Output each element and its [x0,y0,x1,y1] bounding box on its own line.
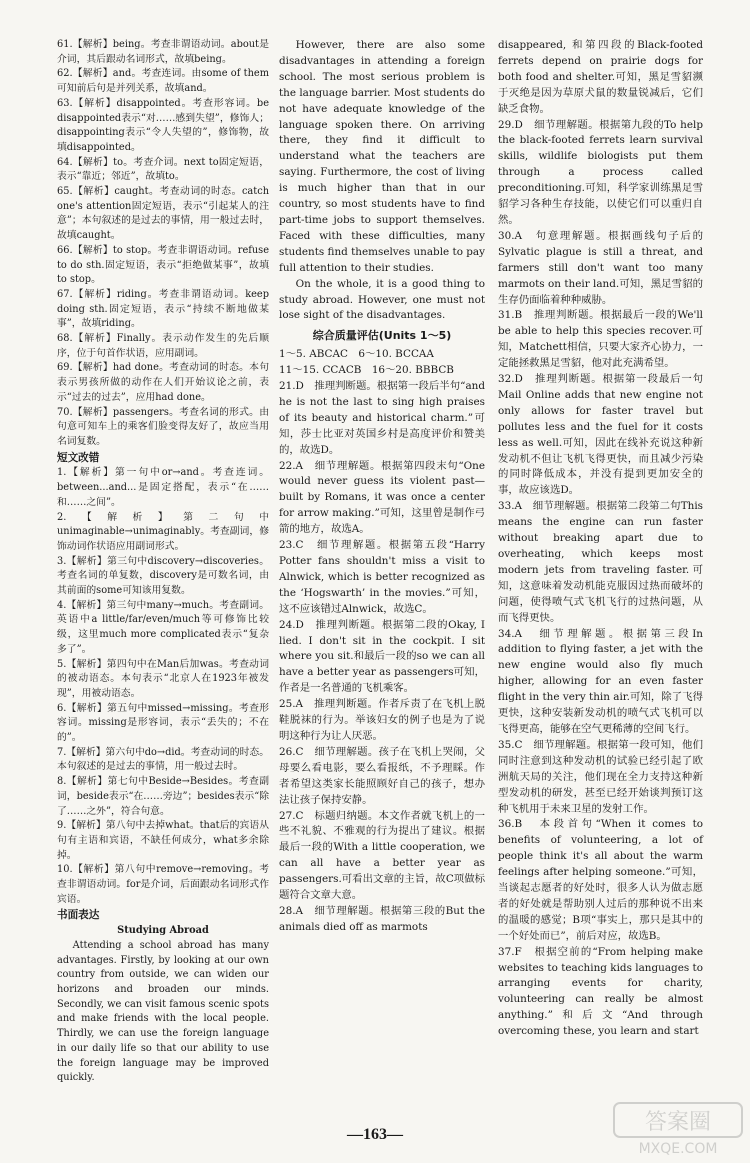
answer-key-line: 1～5. ABCAC 6～10. BCCAA [279,348,434,361]
left-column [57,38,269,1086]
watermark-logo [612,1099,744,1159]
explanation-item: 21.D 推理判断题。根据第一段后半句“and he is not the last to sing high praises of its beauty and historical charm.”可知，莎士比亚对英国乡村是高度评价和赞美的，故选D。 [279,380,485,456]
explanation-item: 37.F 根据空前的“From helping make websites to teaching kids languages to arranging events for charity, volunteering can really be almost anything.”和后文“And through overcoming these, you learn and start [498,945,703,1038]
correction-item: 6.【解析】第五句中missed→missing。考查形容词。missing是形容词，表示“丢失的；不在的”。 [57,702,269,744]
explanation-item: 36.B 本段首句“When it comes to benefits of volunteering, a lot of people think it's all about the warm feelings after helping someone.”可知，当谈起志愿者的好处时，很多人认为做志愿者的好处就是帮助别人过后的那种说不出来的温暖的感觉；B项“事实上，那只是其中的一个好处而已”，前后对应，故选B。 [498,818,703,942]
answer-item: 68.【解析】Finally。表示动作发生的先后顺序，位于句首作状语，应用副词。 [57,333,269,359]
error-correction-heading: 短文改错 [57,451,100,464]
explanation-item: 33.A 细节理解题。根据第二段第二句This means the engine can run faster without breaking apart due to overheating, which keeps most modern jets from traveling faster.可知，这意味着发动机能克服因过热而破坏的问题，使得喷气式飞机飞行的过热问题，从而飞得更快。 [498,500,703,624]
reading-explanations [498,38,703,1040]
explanation-item: 22.A 细节理解题。根据第四段末句“One would never guess its violent past—built by Romans, it was once a center for arrow making.”可知，这里曾是制作弓箭的地方，故选A。 [279,459,485,536]
grammar-fill-answers [57,38,269,450]
explanation-item: 31.B 推理判断题。根据最后一段的We'll be able to help this species recover.可知，Matchett相信，只要大家齐心协力，一定能拯救黑足雪貂，他对此充满希望。 [498,309,703,370]
correction-item: 2.【解析】第二句中unimaginable→unimaginably。考查副词，修饰动词作状语应用副词形式。 [57,511,269,552]
correction-item: 1.【解析】第一句中or→and。考查连词。between...and...是固定搭配，表示“在……和……之间”。 [57,467,269,508]
explanation-item: 29.D 细节理解题。根据第九段的To help the black-footed ferrets learn survival skills, wildlife biologists put them through a process called preconditioning.可知，科学家训练黑足雪貂学习各种生存技能，以使它们可以重归自然。 [498,118,703,226]
explanation-item: 23.C 细节理解题。根据第五段“Harry Potter fans shouldn't miss a visit to Alnwick, which is better recognized as the ‘Hogswarth’ in the movies.”可知，这不应该错过Alnwick，故选C。 [279,539,485,615]
writing-heading: 书面表达 [57,909,100,922]
answer-item: 63.【解析】disappointed。考查形容词。be disappointed表示“对……感到失望”，修饰人；disappointing表示“令人失望的”，修饰物，故填disappointed。 [57,97,269,153]
explanation-item: disappeared, 和第四段的Black-footed ferrets depend on prairie dogs for both food and shelter.可知，黑足雪貂濒于灭绝是因为草原犬鼠的数量锐减后，它们缺乏食物。 [498,39,703,115]
correction-item: 10.【解析】第八句中remove→removing。考查非谓语动词。for是介词，后面跟动名词形式作宾语。 [57,864,269,905]
answer-key-line: 11～15. CCACB 16～20. BBBCB [279,364,454,377]
page-number: —163— [347,1126,403,1143]
answer-item: 66.【解析】to stop。考查非谓语动词。refuse to do sth.固定短语，表示“拒绝做某事”，故填to stop。 [57,244,269,286]
answer-item: 62.【解析】and。考查连词。由some of them可知前后句是并列关系，故填and。 [57,68,269,95]
svg-text:MXQE.COM: MXQE.COM [638,1141,718,1157]
reading-explanations [279,379,485,936]
right-column [498,38,703,1040]
explanation-item: 25.A 推理判断题。作者斥责了在飞机上脱鞋脱袜的行为。举该妇女的例子也是为了说明这种行为让人厌恶。 [279,698,485,742]
explanation-item: 34.A 细节理解题。根据第三段In addition to flying faster, a jet with the new engine would also fly much higher, allowing for an even faster flight in the very thin air.可知，除了飞得更快，这种安装新发动机的喷气式飞机可以飞得更高，能够在空气更稀薄的空间飞行。 [498,627,703,735]
error-correction-answers [57,466,269,907]
explanation-item: 28.A 细节理解题。根据第三段的But the animals died off as marmots [279,904,485,933]
answer-item: 65.【解析】caught。考查动词的时态。catch one's attention固定短语，表示“引起某人的注意”；本句叙述的是过去的事情，用一般过去时，故填caught。 [57,186,269,242]
correction-item: 9.【解析】第八句中去掉what。that后的宾语从句有主语和宾语，不缺任何成分，what多余除掉。 [57,820,269,861]
correction-item: 5.【解析】第四句中在Man后加was。考查动词的被动语态。本句表示“北京人在1923年被发现”，用被动语态。 [57,658,269,699]
explanation-item: 27.C 标题归纳题。本文作者就飞机上的一些不礼貌、不雅观的行为提出了建议。根据最后一段的With a little cooperation, we can all have a better year as passengers.可看出文章的主旨，故C项做标题符合文章大意。 [279,809,485,902]
explanation-item: 35.C 细节理解题。根据第一段可知，他们同时注意到这种发动机的试验已经引起了欧洲航天局的关注，他们现在全力支持这种新型发动机的研发，甚至已经开始谈判预订这种飞机用于未来卫星的发射工作。 [498,738,703,815]
essay-paragraph: On the whole, it is a good thing to study abroad. However, one must not lose sight of the disadvantages. [279,277,485,322]
explanation-item: 30.A 句意理解题。根据画线句子后的Sylvatic plague is still a threat, and farmers still don't want too many marmots on their land.可知，黑足雪貂的生存仍面临着种种威胁。 [498,229,703,306]
answer-item: 64.【解析】to。考查介词。next to固定短语，表示“靠近；邻近”，故填to。 [57,156,269,183]
svg-text:答案圈: 答案圈 [644,1110,712,1135]
correction-item: 8.【解析】第七句中Beside→Besides。考查副词，beside表示“在……旁边”；besides表示“除了……之外”，符合句意。 [57,776,270,817]
answer-item: 61.【解析】being。考查非谓语动词。about是介词，其后跟动名词形式，故填being。 [57,39,269,65]
correction-item: 3.【解析】第三句中discovery→discoveries。考查名词的单复数，discovery是可数名词，由其前面的some可知该用复数。 [57,555,269,597]
answer-item: 70.【解析】passengers。考查名词的形式。由句意可知车上的乘客们脸变得友好了，故应当用名词复数。 [57,406,269,447]
middle-column [279,38,485,936]
answer-item: 67.【解析】riding。考查非谓语动词。keep doing sth.固定短语，表示“持续不断地做某事”，故填riding。 [57,288,269,330]
essay-paragraph: Attending a school abroad has many advantages. Firstly, by looking at our own country from outside, we can widen our horizons and broaden our minds. Secondly, we can visit famous scenic spots and make friends with the local people. Thirdly, we can use the foreign language in our daily life so that our ability to use the foreign language may be improved quickly. [57,939,269,1084]
essay-paragraph: However, there are also some disadvantages in attending a foreign school. The most serious problem is the language barrier. Most students do not have adequate knowledge of the language spoken there. On arriving there, they find it difficult to understand what the teachers are saying. Furthermore, the cost of living is much higher than that in our country, so most students have to find part-time jobs to support themselves. Faced with these difficulties, many students find themselves unable to pay full attention to their studies. [279,39,485,274]
section-title: 综合质量评估(Units 1～5) [312,329,452,343]
correction-item: 7.【解析】第六句中do→did。考查动词的时态。本句叙述的是过去的事情，用一般过去时。 [57,746,269,773]
correction-item: 4.【解析】第三句中many→much。考查副词。英语中a little/far/even/much等可修饰比较级，这里much more complicated表示“复杂多了”。 [57,599,269,655]
answer-item: 69.【解析】had done。考查动词的时态。本句表示男孩所做的动作在人们开始议论之前，表示“过去的过去”，应用had done。 [57,362,269,403]
explanation-item: 32.D 推理判断题。根据第一段最后一句Mail Online adds that new engine not only allows for faster travel but pollutes less and the fuel for it costs less as well.可知，因此在线补充说这种新发动机不但让飞机飞得更快，而且减少污染的同时降低成本，并没有提到更加安全的事，故应该选D。 [498,373,703,497]
explanation-item: 24.D 推理判断题。根据第二段的Okay, I lied. I don't sit in the cockpit. I sit where you sit.和最后一段的so we can all have a better year as passengers可知，作者是一名普通的飞机乘客。 [279,618,485,695]
explanation-item: 26.C 细节理解题。孩子在飞机上哭闹，父母要么看电影，要么看报纸，不予理睬。作者希望这类家长能照顾好自己的孩子，想办法让孩子保持安静。 [279,745,485,806]
essay-title: Studying Abroad [117,925,209,937]
